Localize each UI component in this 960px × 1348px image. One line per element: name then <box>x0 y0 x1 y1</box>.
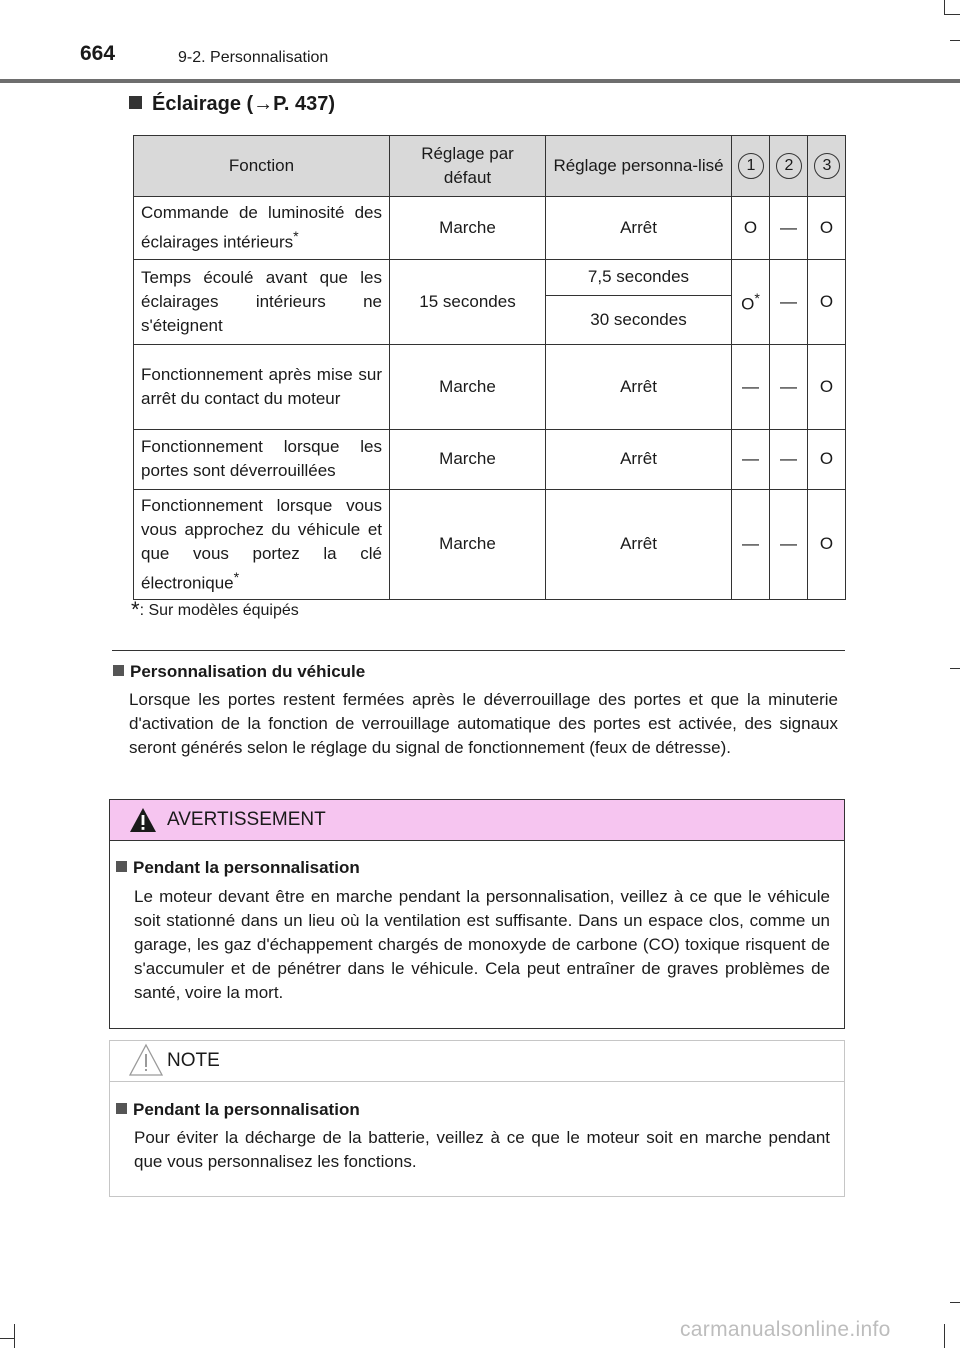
crop-mark <box>944 0 945 14</box>
row-col-1: — <box>732 344 770 429</box>
settings-table <box>133 135 846 600</box>
footnote-text: : Sur modèles équipés <box>139 602 299 619</box>
table-row <box>134 259 846 295</box>
row-col-1: — <box>732 429 770 489</box>
circled-2-icon: 2 <box>776 153 802 179</box>
header-fonction: Fonction <box>134 136 390 197</box>
page-number: 664 <box>80 42 116 65</box>
header-defaut: Réglage par défaut <box>390 136 546 197</box>
crop-mark <box>950 40 960 41</box>
bullet-square-icon <box>116 1103 127 1114</box>
row-col-2: — <box>770 197 808 260</box>
row-col-3: O <box>808 197 846 260</box>
note-header <box>110 1041 844 1082</box>
header-personnalise: Réglage personna-lisé <box>546 136 732 197</box>
row-default: Marche <box>390 429 546 489</box>
warning-body: Le moteur devant être en marche pendant la personnalisation, veillez à ce que le véhicule soit stationné dans un lieu où la ventilation est suffisante. Dans un espace clos, comme un garage, les gaz d'échappement chargés de monoxyde de carbone (CO) toxique risquent de s'accumuler et de pénétrer dans le véhicule. Cela peut entraîner de graves problèmes de santé, voire la mort. <box>134 887 830 1002</box>
note-body: Pour éviter la décharge de la batterie, veillez à ce que le moteur soit en marche pendant que vous personnalisez les fonctions. <box>134 1128 830 1171</box>
arrow-icon: → <box>253 93 274 115</box>
footnote-marker: * <box>293 229 299 245</box>
crop-mark <box>950 1302 960 1303</box>
row-description <box>134 489 390 600</box>
warning-heading <box>116 858 360 878</box>
crop-mark <box>950 668 960 669</box>
warning-header <box>110 800 844 841</box>
row-col-2: — <box>770 429 808 489</box>
row-col-1 <box>732 259 770 344</box>
note-heading-text: Pendant la personnalisation <box>133 1100 360 1119</box>
subsection-body: Lorsque les portes restent fermées après le déverrouillage des portes et que la minuterie d'activation de la fonction de verrouillage automatique des portes est activée, des signaux seront générés selon le réglage du signal de fonctionnement (feux de détresse). <box>129 690 838 757</box>
row-default: Marche <box>390 197 546 260</box>
header-col-2 <box>770 136 808 197</box>
row-description-text: Commande de luminosité des éclairages intérieurs <box>141 203 382 252</box>
row-col-3: O <box>808 344 846 429</box>
table-row <box>134 429 846 489</box>
crop-mark <box>0 1338 14 1339</box>
row-custom: Arrêt <box>546 344 732 429</box>
warning-box <box>109 799 845 1029</box>
row-description-text: Fonctionnement lorsque vous vous approchez du véhicule et que vous portez la clé électronique <box>141 495 382 593</box>
row-col-1-value: O <box>741 294 755 314</box>
row-col-3: O <box>808 489 846 600</box>
warning-triangle-icon <box>129 807 157 833</box>
page-reference: P. 437) <box>273 93 336 115</box>
subsection-title-text: Personnalisation du véhicule <box>130 662 366 681</box>
row-custom-option-b: 30 secondes <box>546 295 732 344</box>
row-custom: Arrêt <box>546 429 732 489</box>
row-custom: Arrêt <box>546 197 732 260</box>
row-default: Marche <box>390 489 546 600</box>
section-title-text: Éclairage ( <box>152 93 254 115</box>
bullet-square-icon <box>116 861 127 872</box>
header-rule <box>0 79 960 83</box>
row-col-2: — <box>770 259 808 344</box>
table-row <box>134 344 846 429</box>
row-description: Fonctionnement lorsque les portes sont déverrouillées <box>134 429 390 489</box>
header-col-3 <box>808 136 846 197</box>
table-footnote <box>131 597 299 622</box>
chapter-title: 9-2. Personnalisation <box>178 49 329 66</box>
row-default: 15 secondes <box>390 259 546 344</box>
row-description: Fonctionnement après mise sur arrêt du contact du moteur <box>134 344 390 429</box>
row-custom-option-a: 7,5 secondes <box>546 259 732 295</box>
warning-label: AVERTISSEMENT <box>167 809 326 830</box>
crop-mark <box>944 14 960 15</box>
caution-triangle-icon <box>128 1043 164 1077</box>
row-custom: Arrêt <box>546 489 732 600</box>
circled-3-icon: 3 <box>814 153 840 179</box>
note-heading <box>116 1100 360 1120</box>
section-divider <box>112 650 845 651</box>
row-col-3: O <box>808 429 846 489</box>
table-row <box>134 197 846 260</box>
footnote-marker: * <box>754 290 760 307</box>
warning-heading-text: Pendant la personnalisation <box>133 858 360 877</box>
footnote-asterisk: * <box>131 597 140 622</box>
table-row <box>134 489 846 600</box>
row-description <box>134 197 390 260</box>
note-label: NOTE <box>167 1050 220 1071</box>
bullet-square-icon <box>129 96 142 109</box>
note-box <box>109 1040 845 1197</box>
circled-1-icon: 1 <box>738 153 764 179</box>
crop-mark <box>944 1324 945 1348</box>
row-col-1: — <box>732 489 770 600</box>
row-col-2: — <box>770 489 808 600</box>
row-col-3: O <box>808 259 846 344</box>
table-header-row <box>134 136 846 197</box>
row-col-2: — <box>770 344 808 429</box>
crop-mark <box>14 1324 15 1348</box>
site-watermark: carmanualsonline.info <box>680 1318 891 1341</box>
row-description: Temps écoulé avant que les éclairages intérieurs ne s'éteignent <box>134 259 390 344</box>
row-col-1: O <box>732 197 770 260</box>
subsection-title <box>113 662 365 682</box>
section-title <box>129 93 335 116</box>
footnote-marker: * <box>233 569 240 586</box>
header-col-1 <box>732 136 770 197</box>
bullet-square-icon <box>113 665 124 676</box>
row-default: Marche <box>390 344 546 429</box>
